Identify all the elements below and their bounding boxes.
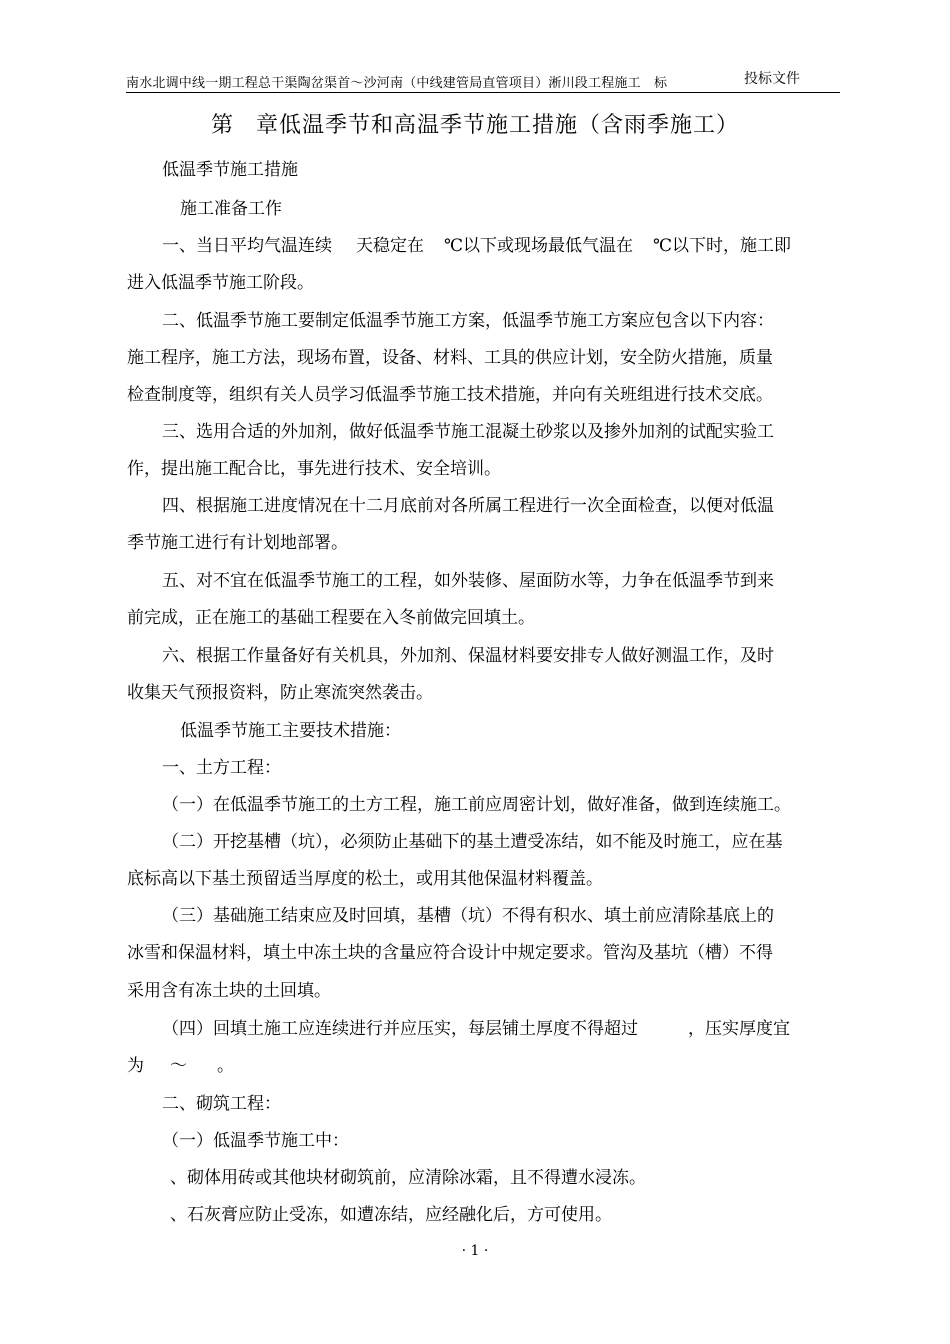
paragraph-line: 三、选用合适的外加剂，做好低温季节施工混凝土砂浆以及掺外加剂的试配实验工	[162, 422, 774, 442]
text-run: 。	[217, 1056, 234, 1076]
paragraph-line	[127, 1056, 234, 1076]
subsection-heading: 低温季节施工主要技术措施：	[180, 721, 401, 741]
paragraph-line: 收集天气预报资料，防止寒流突然袭击。	[127, 683, 433, 703]
subsection-heading: 施工准备工作	[180, 199, 282, 219]
header-divider	[126, 92, 840, 93]
paragraph-line	[162, 1019, 790, 1039]
text-run: 天稳定在	[356, 236, 424, 256]
header-project-name: 南水北调中线一期工程总干渠陶岔渠首～沙河南（中线建管局直管项目）淅川段工程施工 标	[126, 76, 668, 91]
text-run: ℃以下时，施工即	[653, 236, 792, 256]
chapter-title	[0, 108, 950, 139]
page-number: · 1 ·	[461, 1243, 489, 1259]
paragraph-line: （三）基础施工结束应及时回填，基槽（坑）不得有积水、填土前应清除基底上的	[162, 906, 774, 926]
paragraph-line: 检查制度等，组织有关人员学习低温季节施工技术措施，并向有关班组进行技术交底。	[127, 385, 773, 405]
item-heading: 一、土方工程：	[162, 758, 281, 778]
item-heading: 二、砌筑工程：	[162, 1094, 281, 1114]
paragraph-line: 二、低温季节施工要制定低温季节施工方案，低温季节施工方案应包含以下内容：	[162, 311, 774, 331]
paragraph-line: 施工程序，施工方法，现场布置，设备、材料、工具的供应计划，安全防火措施，质量	[127, 348, 773, 368]
paragraph-line: 、石灰膏应防止受冻，如遭冻结，应经融化后，方可使用。	[170, 1205, 612, 1225]
text-run: ，压实厚度宜	[688, 1019, 790, 1039]
page-header	[126, 68, 840, 92]
paragraph-line	[162, 236, 791, 256]
paragraph-line: 冰雪和保温材料，填土中冻土块的含量应符合设计中规定要求。管沟及基坑（槽）不得	[127, 943, 773, 963]
section-heading: 低温季节施工措施	[162, 160, 298, 180]
paragraph-line: 采用含有冻土块的土回填。	[127, 981, 331, 1001]
text-run: （四）回填土施工应连续进行并应压实，每层铺土厚度不得超过	[162, 1019, 638, 1039]
paragraph-line: 前完成，正在施工的基础工程要在入冬前做完回填土。	[127, 608, 535, 628]
text-run: ～	[170, 1056, 187, 1076]
paragraph-line: 作，提出施工配合比，事先进行技术、安全培训。	[127, 459, 501, 479]
text-run: 一、当日平均气温连续	[162, 236, 332, 256]
paragraph-line: （一）在低温季节施工的土方工程，施工前应周密计划，做好准备，做到连续施工。	[162, 795, 791, 815]
paragraph-line: 六、根据工作量备好有关机具，外加剂、保温材料要安排专人做好测温工作，及时	[162, 646, 774, 666]
paragraph-line: 底标高以下基土预留适当厚度的松土，或用其他保温材料覆盖。	[127, 869, 603, 889]
paragraph-line: （二）开挖基槽（坑），必须防止基础下的基土遭受冻结，如不能及时施工，应在基	[162, 832, 783, 852]
text-run: ℃以下或现场最低气温在	[444, 236, 634, 256]
chapter-title-prefix: 第	[210, 113, 234, 138]
paragraph-line: 四、根据施工进度情况在十二月底前对各所属工程进行一次全面检查，以便对低温	[162, 496, 774, 516]
paragraph-line: 进入低温季节施工阶段。	[127, 273, 314, 293]
paragraph-line: 五、对不宜在低温季节施工的工程，如外装修、屋面防水等，力争在低温季节到来	[162, 571, 774, 591]
paragraph-line: 、砌体用砖或其他块材砌筑前，应清除冰霜，且不得遭水浸冻。	[170, 1168, 646, 1188]
paragraph-line: （一）低温季节施工中：	[162, 1131, 349, 1151]
header-doc-type: 投标文件	[744, 71, 800, 87]
text-run: 为	[127, 1056, 144, 1076]
chapter-title-text: 章低温季节和高温季节施工措施（含雨季施工）	[256, 113, 740, 138]
paragraph-line: 季节施工进行有计划地部署。	[127, 533, 348, 553]
